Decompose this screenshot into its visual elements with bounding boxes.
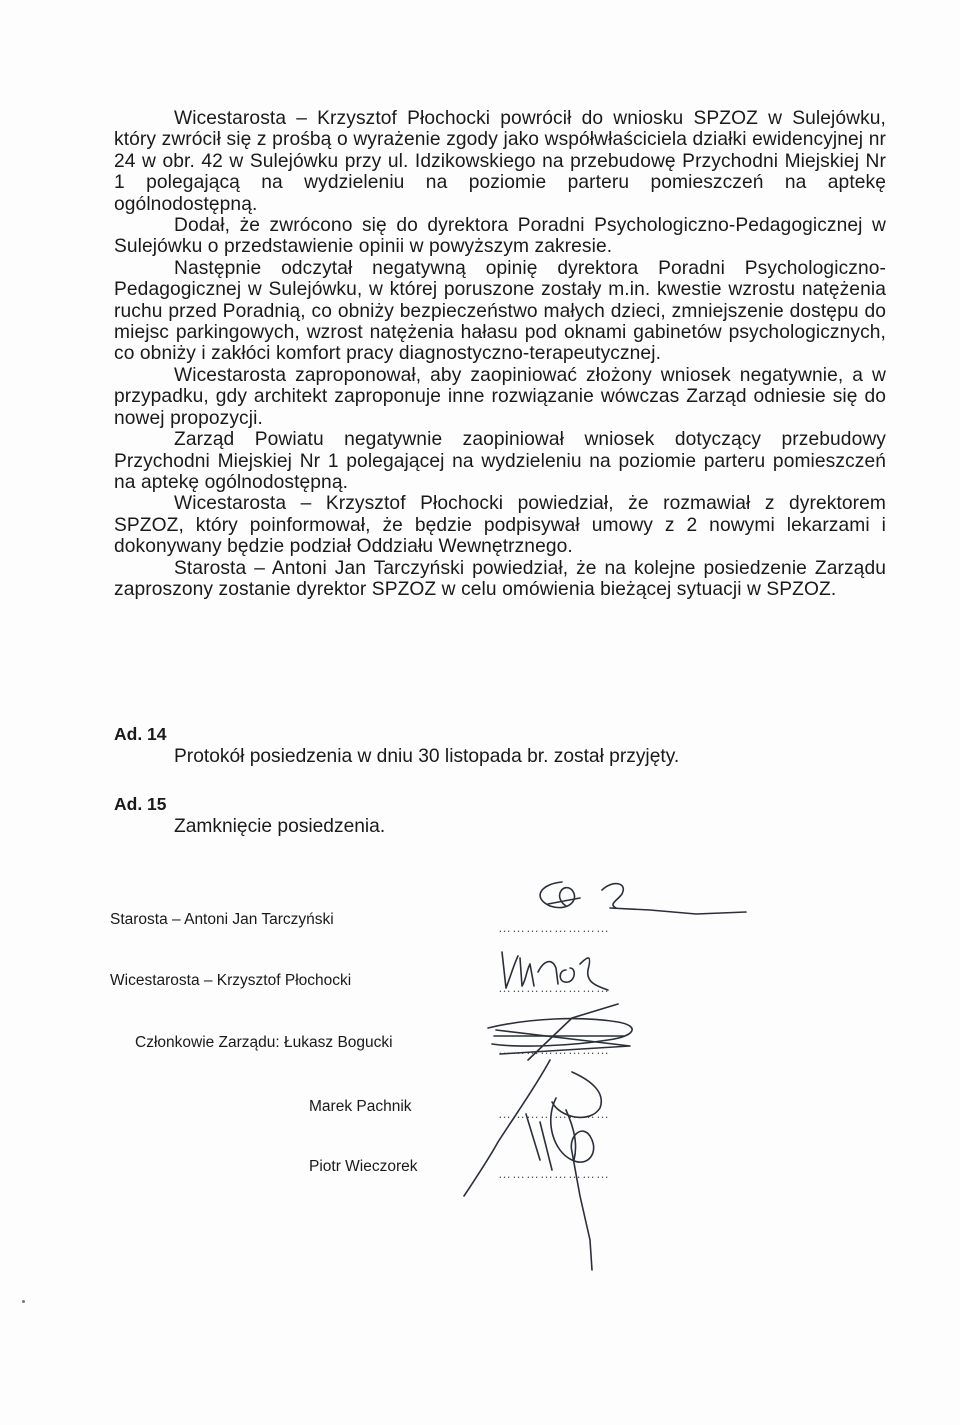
body-text [114,108,886,600]
handwritten-signatures [440,860,800,1280]
signature-bogucki [488,1004,632,1060]
signature-line-1: …………………… [498,920,610,935]
paragraph-7: Starosta – Antoni Jan Tarczyński powiedział, że na kolejne posiedzenie Zarządu zaproszony zostanie dyrektor SPZOZ w celu omówienia bieżącej sytuacji w SPZOZ. [114,557,886,600]
signature-starosta [540,882,746,914]
signatory-wieczorek: Piotr Wieczorek [309,1158,418,1175]
signatory-starosta: Starosta – Antoni Jan Tarczyński [110,911,334,928]
signature-line-5: …………………… [498,1166,610,1181]
agenda-item-14 [114,723,886,769]
agenda-text: Zamknięcie posiedzenia. [174,816,386,837]
agenda-number: Ad. 14 [114,724,167,744]
paragraph-4: Wicestarosta zaproponował, aby zaopiniować złożony wniosek negatywnie, a w przypadku, gdy architekt zaproponuje inne rozwiązanie wówczas Zarząd odniesie się do nowej propozycji. [114,364,886,429]
paragraph-1: Wicestarosta – Krzysztof Płochocki powrócił do wniosku SPZOZ w Sulejówku, który zwrócił się z prośbą o wyrażenie zgody jako współwłaściciela działki ewidencyjnej nr 24 w obr. 42 w Sulejówku przy ul. Idzikowskiego na przebudowę Przychodni Miejskiej Nr 1 polegającą na wydzieleniu na poziomie parteru pomieszczeń na aptekę ogólnodostępną. [114,108,886,215]
paragraph-2: Dodał, że zwrócono się do dyrektora Poradni Psychologiczno-Pedagogicznej w Sulejówku o przedstawienie opinii w powyższym zakresie. [114,215,886,258]
signature-line-3: …………………… [498,1042,610,1057]
signature-line-4: …………………… [498,1106,610,1121]
scan-speck [22,1300,25,1303]
paragraph-5: Zarząd Powiatu negatywnie zaopiniował wniosek dotyczący przebudowy Przychodni Miejskiej Nr 1 polegającej na wydzieleniu na poziomie parteru pomieszczeń na aptekę ogólnodostępną. [114,429,886,493]
signature-line-2: …………………… [498,980,610,995]
agenda-number: Ad. 15 [114,794,167,814]
signatory-czlonkowie: Członkowie Zarządu: Łukasz Bogucki [135,1034,393,1051]
signatory-pachnik: Marek Pachnik [309,1098,412,1115]
paragraph-3: Następnie odczytał negatywną opinię dyrektora Poradni Psychologiczno-Pedagogicznej w Sulejówku, w której poruszone zostały m.in. kwestie wzrostu natężenia ruchu przed Poradnią, co obniży bezpieczeństwo małych dzieci, zmniejszenie dostępu do miejsc parkingowych, wzrost natężenia hałasu pod oknami gabinetów psychologicznych, co obniży i zakłóci komfort pracy diagnostyczno-terapeutycznej. [114,257,886,365]
agenda-text: Protokół posiedzenia w dniu 30 listopada br. został przyjęty. [174,746,680,767]
signatory-wicestarosta: Wicestarosta – Krzysztof Płochocki [110,972,352,989]
agenda-item-15 [114,793,886,839]
signature-wicestarosta [502,952,608,990]
paragraph-6: Wicestarosta – Krzysztof Płochocki powiedział, że rozmawiał z dyrektorem SPZOZ, który poinformował, że będzie podpisywał umowy z 2 nowymi lekarzami i dokonywany będzie podział Oddziału Wewnętrznego. [114,493,886,558]
signature-pachnik-wieczorek [464,1060,601,1270]
